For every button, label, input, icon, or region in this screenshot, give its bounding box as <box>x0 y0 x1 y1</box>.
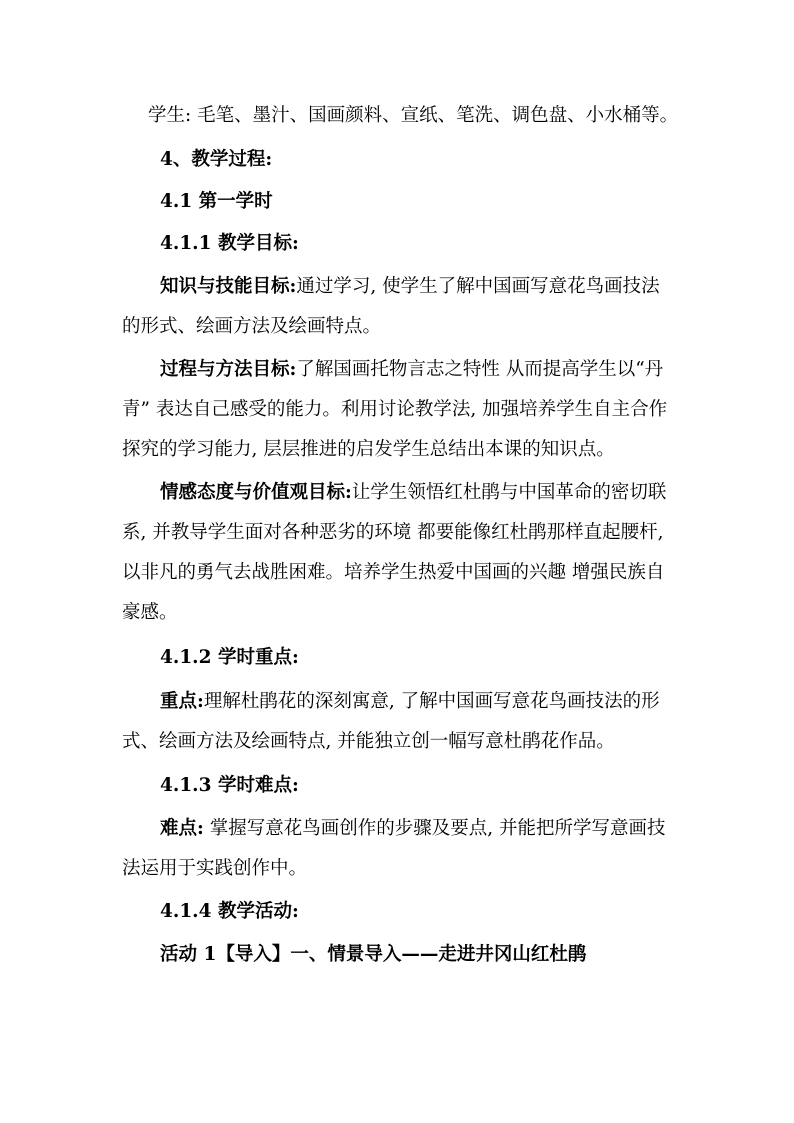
heading-teaching-goals: 4.1.1 教学目标: <box>160 233 299 254</box>
heading-key-points: 4.1.2 学时重点: <box>160 647 299 668</box>
student-materials-line: 学生: 毛笔、墨汁、国画颜料、宣纸、笔洗、调色盘、小水桶等。 <box>148 105 679 126</box>
goal-emotion-line-3: 以非凡的勇气去战胜困难。培养学生热爱中国画的兴趣 增强民族自 <box>122 562 665 583</box>
key-point-line-2: 式、绘画方法及绘画特点, 并能独立创一幅写意杜鹃花作品。 <box>122 731 615 752</box>
goal-process-line-2: 青” 表达自己感受的能力。利用讨论教学法, 加强培养学生自主合作 <box>122 399 668 420</box>
heading-teaching-process: 4、教学过程: <box>160 149 273 170</box>
heading-teaching-activities: 4.1.4 教学活动: <box>160 901 299 922</box>
difficult-point-text-1: 掌握写意花鸟画创作的步骤及要点, 并能把所学写意画技 <box>203 818 666 839</box>
goal-emotion-line-2: 系, 并教导学生面对各种恶劣的环境 都要能像红杜鹃那样直起腰杆, <box>122 522 664 543</box>
heading-first-period: 4.1 第一学时 <box>160 191 273 212</box>
difficult-point-line-2: 法运用于实践创作中。 <box>122 858 308 879</box>
goal-process-text-1: 了解国画托物言志之特性 从而提高学生以“丹 <box>296 359 664 380</box>
goal-emotion-label: 情感态度与价值观目标: <box>160 482 352 503</box>
goal-process-line-1 <box>160 358 663 382</box>
activity-1-title: 活动 1【导入】一、情景导入——走进井冈山红杜鹃 <box>160 944 587 965</box>
goal-emotion-line-4: 豪感。 <box>122 602 178 623</box>
key-point-text-1: 理解杜鹃花的深刻寓意, 了解中国画写意花鸟画技法的形 <box>203 691 660 712</box>
key-point-line-1 <box>160 690 660 714</box>
difficult-point-line-1 <box>160 817 666 841</box>
goal-knowledge-text-1: 通过学习, 使学生了解中国画写意花鸟画技法 <box>296 276 660 297</box>
goal-knowledge-line-2: 的形式、绘画方法及绘画特点。 <box>122 316 382 337</box>
goal-knowledge-label: 知识与技能目标: <box>160 276 297 297</box>
goal-knowledge-line-1 <box>160 275 660 299</box>
goal-process-label: 过程与方法目标: <box>160 359 297 380</box>
goal-emotion-line-1 <box>160 481 666 505</box>
key-point-label: 重点: <box>160 691 204 712</box>
heading-difficult-points: 4.1.3 学时难点: <box>160 775 299 796</box>
goal-process-line-3: 探究的学习能力, 层层推进的启发学生总结出本课的知识点。 <box>122 439 615 460</box>
difficult-point-label: 难点: <box>160 818 204 839</box>
goal-emotion-text-1: 让学生领悟红杜鹃与中国革命的密切联 <box>351 482 667 503</box>
